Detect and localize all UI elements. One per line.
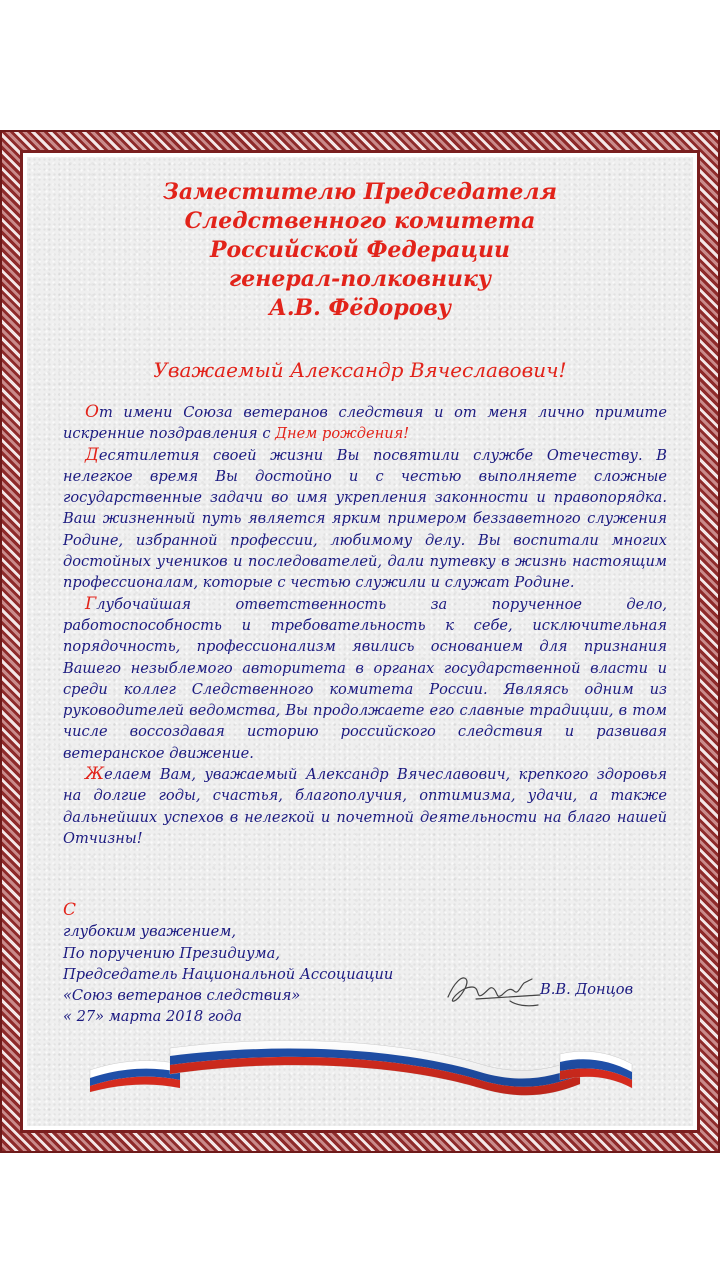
paragraph xyxy=(63,764,667,849)
closing-block xyxy=(63,900,503,1028)
date-line: « 27» марта 2018 года xyxy=(63,1008,242,1026)
paragraph-text: лубочайшая ответственность за порученное дело, работоспособность и требовательность к себе, исключительная порядочность, профессионализм явились основанием для признания Вашего незыблемого авторитета в органах государственной власти и среди коллег Следственного комитета России. Являясь одним из руководителей ведомства, Вы продолжаете его славные традиции, в том числе воссоздавая историю российского следствия и развивая ветеранское движение. xyxy=(63,595,667,762)
paragraph-text: т имени Союза ветеранов следствия и от меня лично примите искренние поздравления с xyxy=(63,404,667,443)
closing-line: Председатель Национальной Ассоциации xyxy=(63,965,394,983)
russian-flag-ribbon xyxy=(80,1030,640,1100)
drop-cap: Д xyxy=(85,444,99,465)
addressee-line: Заместителю Председателя xyxy=(162,179,558,205)
drop-cap: О xyxy=(85,402,99,422)
paragraph xyxy=(63,402,667,445)
handwritten-signature xyxy=(440,965,550,1015)
addressee-line: А.В. Фёдорову xyxy=(269,295,451,321)
paragraph xyxy=(63,594,667,764)
letter-body xyxy=(63,402,667,849)
addressee-line: Российской Федерации xyxy=(209,237,511,263)
birthday-highlight: Днем рождения! xyxy=(275,425,410,443)
addressee-block xyxy=(60,178,660,323)
drop-cap: Ж xyxy=(85,764,105,785)
salutation: Уважаемый Александр Вячеславович! xyxy=(153,358,567,382)
signer-name: В.В. Донцов xyxy=(540,981,634,998)
closing-line: «Союз ветеранов следствия» xyxy=(63,987,301,1005)
closing-line xyxy=(63,900,503,943)
paragraph-text: елаем Вам, уважаемый Александр Вячеславович, крепкого здоровья на долгие годы, счастья, благополучия, оптимизма, удачи, а также дальнейших успехов в нелегкой и почетной деятельности на благо нашей Отчизны! xyxy=(63,766,667,847)
closing-text: глубоким уважением, xyxy=(63,923,236,941)
closing-line: По поручению Президиума, xyxy=(63,944,280,962)
drop-cap: Г xyxy=(85,593,97,614)
drop-cap: С xyxy=(63,900,77,920)
addressee-line: Следственного комитета xyxy=(184,208,536,234)
paragraph-text: есятилетия своей жизни Вы посвятили службе Отечеству. В нелегкое время Вы достойно и с честью выполняете сложные государственные задачи во имя укрепления законности и правопорядка. Ваш жизненный путь является ярким примером беззаветного служения Родине, избранной профессии, любимому делу. Вы воспитали многих достойных учеников и последователей, дали путевку в жизнь настоящим профессионалам, которые с честью служили и служат Родине. xyxy=(63,446,667,592)
paragraph xyxy=(63,445,667,594)
addressee-line: генерал-полковнику xyxy=(228,266,492,292)
